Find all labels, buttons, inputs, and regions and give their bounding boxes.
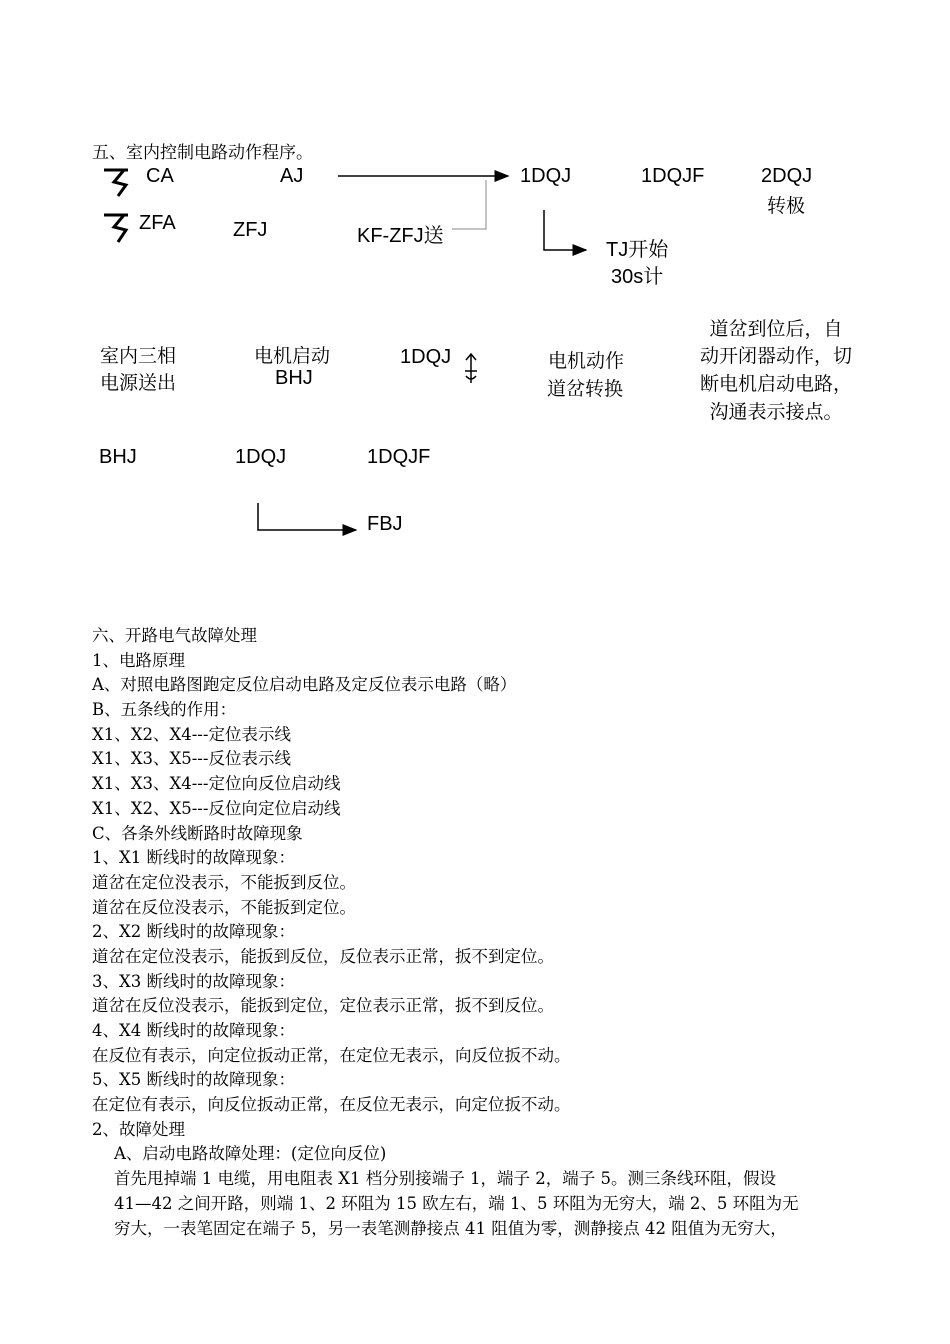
text-line: 在定位有表示，向反位扳动正常，在反位无表示，向定位扳不动。 [92,1095,571,1115]
text-line: 2、X2 断线时的故障现象： [92,922,295,942]
node-motor-start: 电机启动 [254,345,331,367]
node-kf-zfj: KF-ZFJ送 [357,225,444,247]
note-line-4: 沟通表示接点。 [709,401,843,423]
text-line: 1、电路原理 [92,650,185,670]
text-line: 道岔在定位没表示，不能扳到反位。 [92,872,356,892]
text-line: 六、开路电气故障处理 [92,626,257,645]
text-line: C、各条外线断路时故障现象 [92,823,303,843]
text-line: X1、X3、X4---定位向反位启动线 [92,774,341,794]
node-tj-start: TJ开始 [606,239,669,261]
text-line: 道岔在反位没表示，能扳到定位，定位表示正常，扳不到反位。 [92,996,554,1016]
node-power-1: 室内三相 [100,345,177,367]
section6-body [92,624,892,1241]
node-zfj: ZFJ [233,219,268,241]
section5-heading: 五、室内控制电路动作程序。 [92,143,313,163]
text-line: X1、X2、X5---反位向定位启动线 [92,798,341,818]
node-ca: CA [146,165,174,187]
arrow-1dqj-to-fbj [258,503,356,530]
note-line-3: 断电机启动电路， [699,373,852,395]
node-turn-label: 转极 [767,195,806,217]
node-1dqjf: 1DQJF [641,165,705,187]
node-1dqj: 1DQJ [520,165,572,187]
text-line: X1、X3、X5---反位表示线 [92,749,291,769]
text-line: 在反位有表示，向定位扳动正常，在定位无表示，向反位扳不动。 [92,1045,571,1065]
button-symbol-zfa-icon [104,215,128,242]
text-line: A、启动电路故障处理：(定位向反位) [114,1144,387,1164]
text-line: 1、X1 断线时的故障现象： [92,848,295,868]
node-bhj: BHJ [99,446,137,468]
text-line: 3、X3 断线时的故障现象： [92,971,295,991]
feed-line-kfzfj [452,180,486,229]
arrow-1dqj-to-tj [544,210,586,250]
text-line: 5、X5 断线时的故障现象： [92,1070,295,1090]
node-row4-1dqjf: 1DQJF [367,446,431,468]
text-line: B、五条线的作用： [92,700,237,720]
text-line: 4、X4 断线时的故障现象： [92,1021,295,1040]
text-line: 道岔在定位没表示，能扳到反位，反位表示正常，扳不到定位。 [92,946,554,966]
note-line-1: 道岔到位后，自 [709,318,843,340]
node-row3-1dqj: 1DQJ [400,346,452,368]
text-line: 41—42 之间开路，则端 1、2 环阻为 15 欧左右，端 1、5 环阻为无穷大，端 2、5 环阻为无 [114,1193,799,1213]
relay-drop-icon [465,354,477,383]
node-aj: AJ [280,165,304,187]
button-symbol-ca-icon [104,170,128,196]
text-line: A、对照电路图跑定反位启动电路及定反位表示电路（略） [92,675,517,695]
note-line-2: 动开闭器动作，切 [699,345,852,367]
node-row4-1dqj: 1DQJ [235,446,287,468]
node-tj-30s: 30s计 [611,266,664,288]
text-line: 2、故障处理 [92,1119,185,1139]
flow-diagram-lines [0,0,950,560]
node-motor-bhj: BHJ [275,367,313,389]
text-line: 首先甩掉端 1 电缆，用电阻表 X1 档分别接端子 1，端子 2，端子 5。测三条线环阻，假设 [114,1169,776,1189]
text-line: 道岔在反位没表示，不能扳到定位。 [92,897,356,917]
text-line: X1、X2、X4---定位表示线 [92,724,291,744]
node-switch-turn: 道岔转换 [547,378,624,400]
node-power-2: 电源送出 [100,372,177,394]
node-2dqj: 2DQJ [761,165,813,187]
node-motor-action: 电机动作 [548,350,625,372]
node-fbj: FBJ [367,513,403,535]
node-zfa: ZFA [139,212,176,234]
text-line: 穷大，一表笔固定在端子 5，另一表笔测静接点 41 阻值为零，测静接点 42 阻值为无穷大， [114,1218,787,1238]
